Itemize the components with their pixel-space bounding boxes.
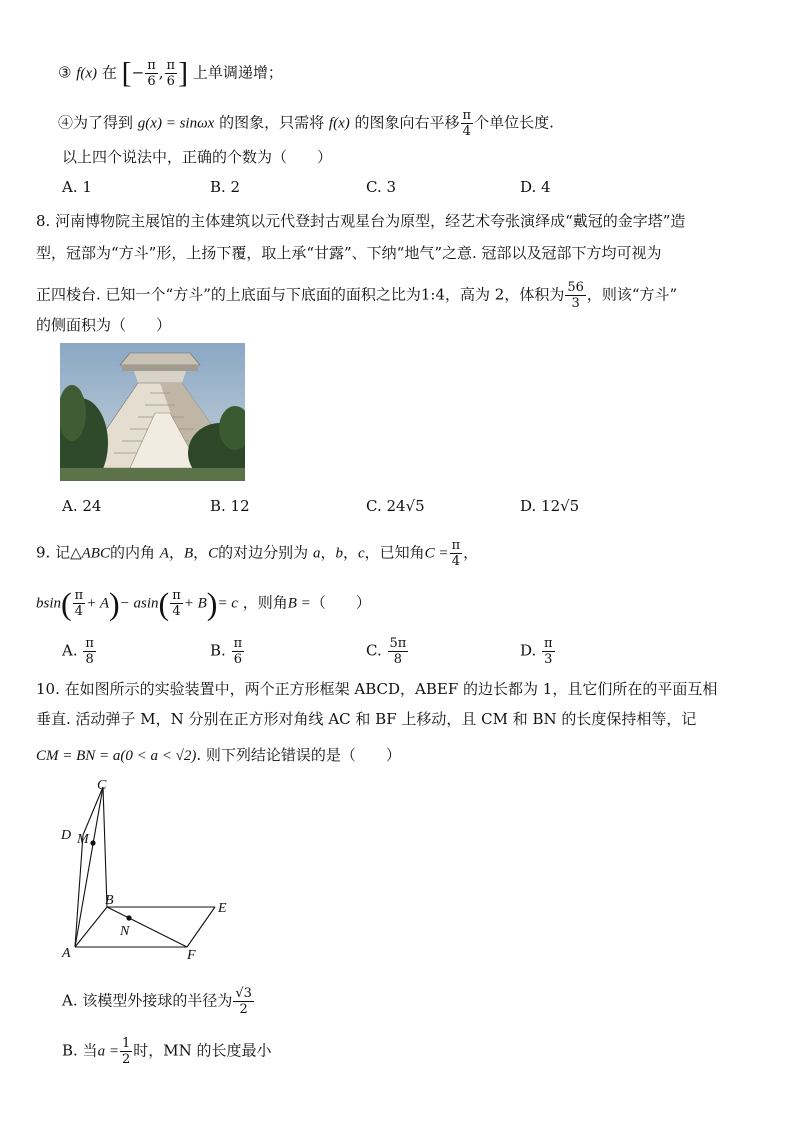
plus-A: + A (86, 595, 109, 612)
q8-option-c: C. 24√5 (366, 497, 425, 515)
figure-svg (55, 775, 245, 965)
var-B: B (183, 545, 194, 562)
cm-bn-equation: CM = BN = a(0 < a < √2) (36, 748, 197, 764)
var-C: C (208, 545, 219, 562)
fx-expression: f(x) (76, 65, 98, 82)
var-a: a (312, 545, 321, 562)
q9-option-b: B. $\frac{\pi}{6}$ (210, 636, 243, 667)
q9-option-d: D. $\frac{\pi}{3}$ (520, 636, 553, 667)
comma: , (158, 63, 164, 82)
q9-option-a: A. $\frac{\pi}{8}$ (62, 636, 94, 667)
point-n (126, 915, 131, 920)
q9-mid2: 的对边分别为 (218, 543, 309, 562)
building-illustration (60, 343, 245, 481)
statement-4-prefix: ④为了得到 (58, 113, 134, 132)
statement-3-suffix: 上单调递增； (192, 63, 283, 82)
fraction-pi-6: $\frac{\pi}{6}$ (166, 58, 176, 89)
fraction-pi-4: $\frac{\pi}{4}$ (462, 108, 472, 139)
eq-bsin: bsin (36, 595, 62, 612)
q8-line-3-post: ，则该“方斗” (586, 285, 678, 304)
fraction-root3-over-2: $\frac{√3}{2}$ (235, 986, 252, 1017)
statement-4-suffix: 个单位长度. (474, 113, 554, 132)
minus-sign: − (131, 63, 145, 82)
two-squares-figure (55, 775, 245, 965)
q9-mid: 的内角 (109, 543, 155, 562)
left-bracket: [ (121, 56, 132, 90)
statement-4 (58, 108, 554, 139)
left-paren: ( (61, 585, 72, 622)
eq-c: = c (217, 595, 238, 612)
q8-option-b: B. 12 (210, 497, 250, 515)
statement-4-mid: 的图象，只需将 (219, 113, 325, 132)
q9-prefix: 9. 记 (36, 543, 71, 562)
q8-line-4: 的侧面积为（ ） (36, 316, 172, 334)
fraction-pi-6-neg: $\frac{\pi}{6}$ (147, 58, 156, 89)
statement-4-mid2: 的图象向右平移 (354, 113, 460, 132)
label-a: A (62, 946, 71, 961)
var-c: c (357, 545, 365, 562)
eq-asin: − asin (119, 595, 159, 612)
q7-stem-end: 以上四个说法中，正确的个数为（ ） (62, 148, 333, 166)
q10-option-b-pre: B. 当 (62, 1041, 98, 1060)
label-c: C (97, 778, 107, 793)
fraction-pi-4: $\frac{\pi}{4}$ (172, 588, 181, 619)
q8-option-d: D. 12√5 (520, 497, 580, 515)
right-bracket: ] (178, 56, 189, 90)
word-zai: 在 (101, 63, 117, 82)
label-f: F (187, 948, 196, 963)
q10-line-3-post: . 则下列结论错误的是（ ） (196, 746, 401, 764)
label-n: N (120, 924, 130, 939)
q9-ask: ，则角 (242, 593, 288, 612)
label-m: M (77, 832, 89, 847)
label-e: E (218, 901, 227, 916)
fx-expression: f(x) (328, 115, 350, 132)
point-m (90, 840, 95, 845)
fraction-pi-4: $\frac{\pi}{4}$ (74, 588, 84, 619)
angle-b-eq: B = (287, 595, 311, 612)
q10-option-b-post: 时，MN 的长度最小 (133, 1041, 272, 1060)
q9-line-1: 9. 记△ABC的内角 A，B，C的对边分别为 a，b，c，已知角C = $\frac{\pi}{4}$ ， (36, 538, 479, 569)
q10-line-2: 垂直. 活动弹子 M，N 分别在正方形对角线 AC 和 BF 上移动，且 CM 和 BN 的长度保持相等，记 (36, 710, 697, 728)
q8-option-a: A. 24 (62, 497, 102, 515)
museum-building-photo (60, 343, 245, 481)
q10-option-a (62, 986, 255, 1017)
fraction-volume: $\frac{56}{3}$ (567, 280, 584, 311)
fraction-one-half: $\frac{1}{2}$ (121, 1036, 131, 1067)
q7-option-b: B. 2 (210, 178, 241, 196)
statement-3 (58, 58, 283, 89)
gx-expression: g(x) = sinωx (137, 115, 215, 132)
q8-line-3 (36, 280, 677, 311)
q7-option-c: C. 3 (366, 178, 397, 196)
q10-option-a-text: A. 该模型外接球的半径为 (62, 991, 233, 1010)
angle-c-eq: C = (424, 545, 449, 562)
right-paren: ) (206, 585, 218, 622)
q10-line-1: 10. 在如图所示的实验装置中，两个正方形框架 ABCD，ABEF 的边长都为 1，且它们所在的平面互相 (36, 680, 718, 698)
fraction-pi-4: $\frac{\pi}{4}$ (451, 538, 461, 569)
triangle-abc: △ABC (70, 545, 110, 562)
left-paren: ( (158, 585, 170, 622)
var-b: b (335, 545, 343, 562)
q10-option-b (62, 1036, 271, 1067)
q9-option-c: C. $\frac{5\pi}{8}$ (366, 636, 407, 667)
var-A: A (159, 545, 169, 562)
q8-line-3-pre: 正四棱台. 已知一个“方斗”的上底面与下底面的面积之比为1:4，高为 2，体积为 (36, 285, 565, 304)
circled-number-3: ③ (58, 63, 72, 82)
q9-mid3: ，已知角 (364, 543, 425, 562)
answer-blank: （ ） (310, 593, 371, 612)
q7-option-d: D. 4 (520, 178, 551, 196)
q8-line-2: 型，冠部为“方斗”形，上扬下覆，取上承“甘露”、下纳“地气”之意. 冠部以及冠部下方均可视为 (36, 244, 662, 262)
right-paren: ) (108, 585, 120, 622)
q10-line-3 (36, 744, 401, 767)
q7-option-a: A. 1 (62, 178, 92, 196)
label-d: D (61, 828, 72, 843)
q9-equation (36, 585, 371, 622)
label-b: B (105, 893, 114, 908)
a-equals: a = (97, 1043, 119, 1060)
q8-line-1: 8. 河南博物院主展馆的主体建筑以元代登封古观星台为原型，经艺术夸张演绎成“戴冠的金字塔”造 (36, 212, 686, 230)
plus-B: + B (183, 595, 207, 612)
